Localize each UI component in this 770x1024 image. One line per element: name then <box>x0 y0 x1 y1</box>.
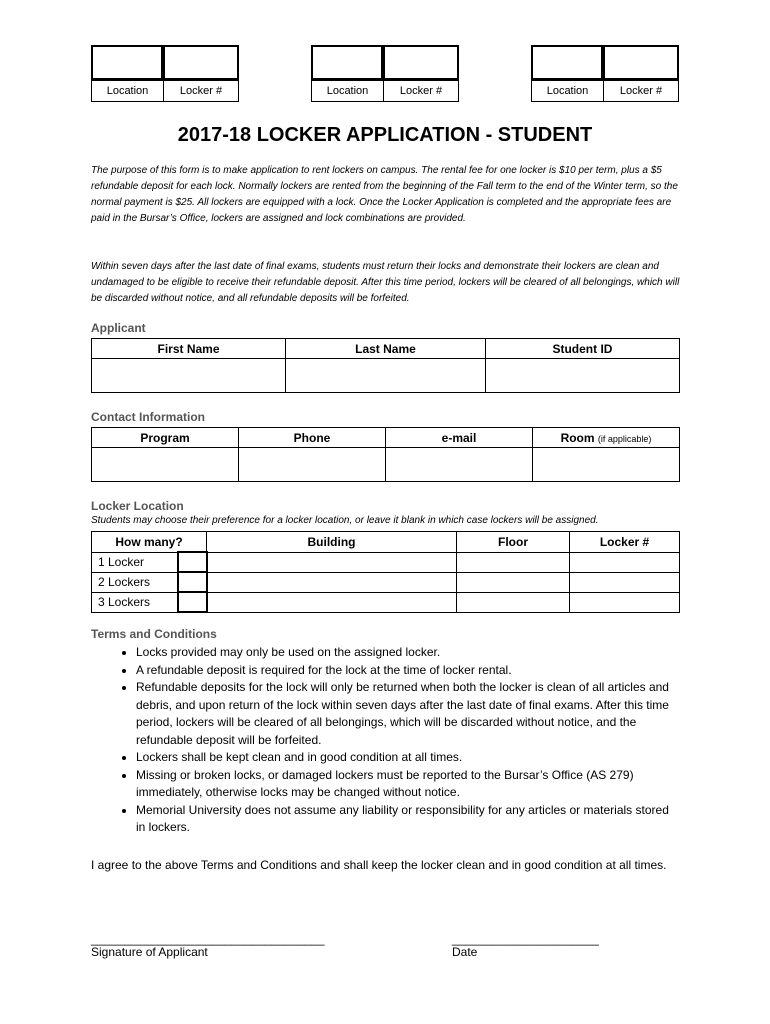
room-note: (if applicable) <box>597 433 652 444</box>
location-label: Location <box>531 80 604 102</box>
signature-line[interactable]: ___________________________________ <box>91 932 325 946</box>
list-item: • Missing or broken locks, or damaged lockers must be reported to the Bursar’s Office (AS 279) immediately, otherwise locks may be changed without notice. <box>136 767 681 802</box>
phone-header: Phone <box>239 428 386 448</box>
floor-header: Floor <box>457 532 570 553</box>
email-header: e-mail <box>386 428 533 448</box>
list-item: • Refundable deposits for the lock will only be returned when both the locker is clean of all articles and debris, and upon return of the lock within seven days after the last date of final exams. After this time period, lockers will be cleared of all belongings, which will be discarded without notice, and the refundable deposit will be forfeited. <box>136 679 681 749</box>
list-item: • A refundable deposit is required for the lock at the time of locker rental. <box>136 662 681 680</box>
date-line[interactable]: ______________________ <box>452 932 599 946</box>
applicant-heading: Applicant <box>91 321 146 335</box>
terms-heading: Terms and Conditions <box>91 627 217 641</box>
building-field-1[interactable] <box>207 552 457 572</box>
program-header: Program <box>92 428 239 448</box>
location-input-3[interactable] <box>531 45 603 80</box>
table-row <box>92 572 680 592</box>
locker-number-input-3[interactable] <box>603 45 679 80</box>
applicant-table <box>91 338 680 393</box>
one-locker-label: 1 Locker <box>92 552 179 572</box>
student-id-header: Student ID <box>485 339 679 359</box>
locker-location-heading: Locker Location <box>91 499 184 513</box>
contact-heading: Contact Information <box>91 410 205 424</box>
list-item: • Locks provided may only be used on the assigned locker. <box>136 644 681 662</box>
terms-list <box>91 644 681 837</box>
locker-location-note: Students may choose their preference for a locker location, or leave it blank in which case lockers will be assigned. <box>91 515 599 526</box>
floor-field-3[interactable] <box>457 592 570 612</box>
locker-box-2 <box>311 45 459 102</box>
last-name-header: Last Name <box>286 339 486 359</box>
locker-number-label: Locker # <box>164 80 239 102</box>
first-name-header: First Name <box>92 339 286 359</box>
table-row <box>92 552 680 572</box>
agreement-text: I agree to the above Terms and Conditions and shall keep the locker clean and in good condition at all times. <box>91 858 667 872</box>
location-input-2[interactable] <box>311 45 383 80</box>
two-lockers-label: 2 Lockers <box>92 572 179 592</box>
building-header: Building <box>207 532 457 553</box>
locker-number-label: Locker # <box>604 80 679 102</box>
location-label: Location <box>311 80 384 102</box>
last-name-field[interactable] <box>286 359 486 393</box>
locker-number-field-3[interactable] <box>570 592 680 612</box>
list-item: • Memorial University does not assume any liability or responsibility for any articles or materials stored in lockers. <box>136 802 681 837</box>
table-row <box>92 592 680 612</box>
phone-field[interactable] <box>239 448 386 482</box>
email-field[interactable] <box>386 448 533 482</box>
contact-table <box>91 427 680 482</box>
floor-field-1[interactable] <box>457 552 570 572</box>
return-notice-paragraph: Within seven days after the last date of final exams, students must return their locks and demonstrate their lockers are clean and undamaged to be eligible to receive their refundable deposit. After this time period, lockers will be cleared of all belongings, which will be discarded without notice, and all refundable deposits will be forfeited. <box>91 261 680 304</box>
intro-paragraph: The purpose of this form is to make application to rent lockers on campus. The rental fee for one locker is $10 per term, plus a $5 refundable deposit for each lock. Normally lockers are rented from the beginning of the Fall term to the end of the Winter term, so the normal payment is $25. All lockers are equipped with a lock. Once the Locker Application is completed and the appropriate fees are paid in the Bursar’s Office, lockers are assigned and lock combinations are provided. <box>91 165 678 224</box>
list-item: • Lockers shall be kept clean and in good condition at all times. <box>136 749 681 767</box>
signature-label: Signature of Applicant <box>91 945 208 959</box>
room-label: Room <box>560 430 595 445</box>
room-field[interactable] <box>533 448 680 482</box>
program-field[interactable] <box>92 448 239 482</box>
locker-location-table <box>91 531 680 613</box>
building-field-2[interactable] <box>207 572 457 592</box>
student-id-field[interactable] <box>485 359 679 393</box>
page-title: 2017-18 LOCKER APPLICATION - STUDENT <box>177 124 593 146</box>
locker-box-1 <box>91 45 239 102</box>
three-lockers-checkbox[interactable] <box>178 592 206 612</box>
room-header <box>533 428 680 448</box>
three-lockers-label: 3 Lockers <box>92 592 179 612</box>
locker-number-input-2[interactable] <box>383 45 459 80</box>
how-many-header: How many? <box>92 532 207 553</box>
locker-box-3 <box>531 45 679 102</box>
location-input-1[interactable] <box>91 45 163 80</box>
first-name-field[interactable] <box>92 359 286 393</box>
two-lockers-checkbox[interactable] <box>178 572 206 592</box>
locker-number-field-1[interactable] <box>570 552 680 572</box>
date-label: Date <box>452 945 478 959</box>
building-field-3[interactable] <box>207 592 457 612</box>
locker-number-field-2[interactable] <box>570 572 680 592</box>
locker-number-header: Locker # <box>570 532 680 553</box>
locker-number-label: Locker # <box>384 80 459 102</box>
one-locker-checkbox[interactable] <box>178 552 206 572</box>
floor-field-2[interactable] <box>457 572 570 592</box>
location-label: Location <box>91 80 164 102</box>
locker-number-input-1[interactable] <box>163 45 239 80</box>
